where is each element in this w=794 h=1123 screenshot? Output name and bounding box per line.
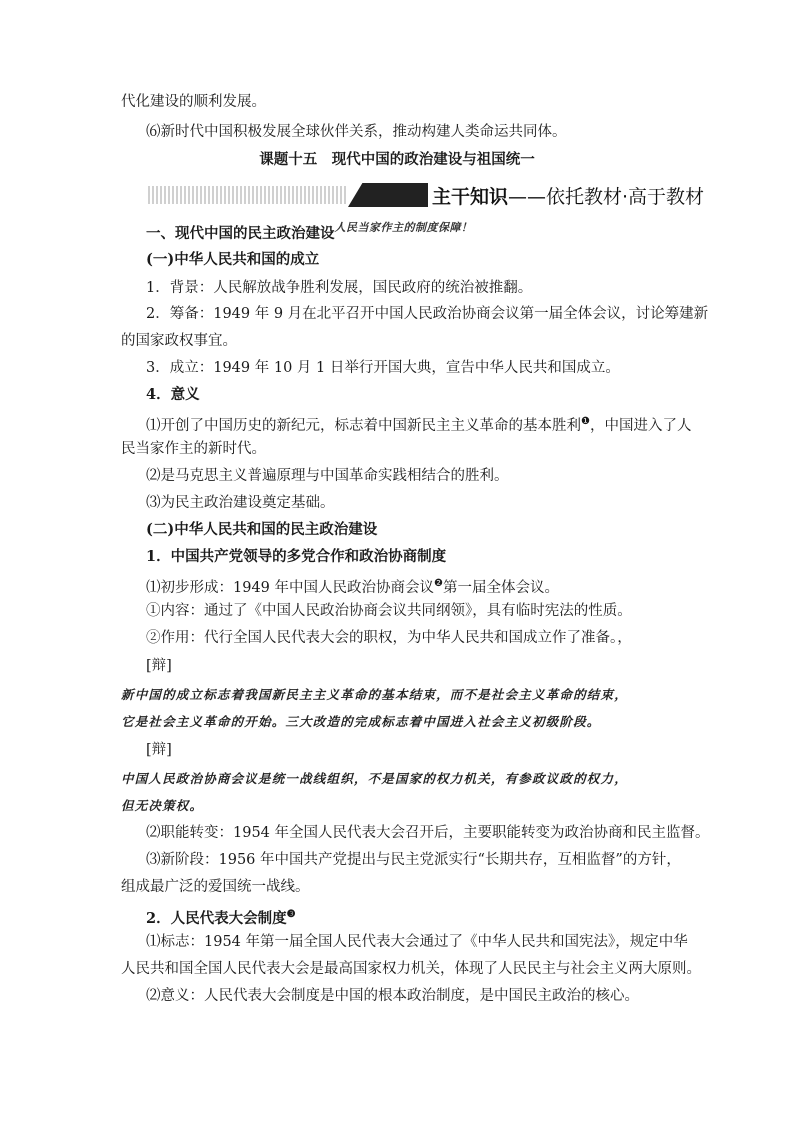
- text-line: ⑶新阶段：1956 年中国共产党提出与民主党派实行“长期共存，互相监督”的方针，: [146, 852, 681, 868]
- subsection-heading: (二)中华人民共和国的民主政治建设: [146, 521, 378, 538]
- handwritten-line: 新中国的成立标志着我国新民主主义革命的基本结束，而不是社会主义革命的结束，: [121, 687, 628, 702]
- text-line: [146, 412, 794, 436]
- text-span: 2．人民代表大会制度: [146, 909, 287, 927]
- note-marker: ❶: [581, 416, 590, 427]
- text-line: [146, 574, 794, 598]
- text-line: 代化建设的顺利发展。: [121, 94, 266, 110]
- note-marker: ❷: [434, 578, 443, 589]
- banner-subtitle: ——依托教材·高于教材: [508, 186, 705, 208]
- section-heading-text: 一、现代中国的民主政治建设: [146, 225, 335, 242]
- text-line: 组成最广泛的爱国统一战线。: [121, 879, 310, 895]
- lesson-title: 课题十五 现代中国的政治建设与祖国统一: [259, 151, 535, 168]
- text-line: ①内容：通过了《中国人民政治协商会议共同纲领》，具有临时宪法的性质。: [146, 603, 632, 619]
- section-banner: [148, 183, 705, 208]
- text-line: ⑹新时代中国积极发展全球伙伴关系，推动构建人类命运共同体。: [146, 124, 567, 140]
- text-line: 1．中国共产党领导的多党合作和政治协商制度: [146, 548, 447, 565]
- text-line: 1．背景：人民解放战争胜利发展，国民政府的统治被推翻。: [146, 280, 533, 296]
- text-span: ，中国进入了人: [589, 417, 692, 434]
- text-line: 人民共和国全国人民代表大会是最高国家权力机关，体现了人民民主与社会主义两大原则。: [121, 961, 701, 977]
- handwritten-line: 但无决策权。: [121, 798, 204, 813]
- note-label: [辩]: [146, 742, 172, 758]
- subsection-heading: (一)中华人民共和国的成立: [146, 251, 320, 268]
- handwritten-line: 中国人民政治协商会议是统一战线组织，不是国家的权力机关，有参政议政的权力，: [121, 771, 628, 786]
- text-line: 2．筹备：1949 年 9 月在北平召开中国人民政治协商会议第一届全体会议，讨论筹建新: [146, 306, 709, 322]
- text-line: 的国家政权事宜。: [121, 333, 237, 349]
- banner-stripe: [148, 186, 348, 204]
- text-span: ⑴初步形成：1949 年中国人民政治协商会议: [146, 579, 435, 596]
- note-label: [辩]: [146, 658, 172, 674]
- text-line: ⑵职能转变：1954 年全国人民代表大会召开后，主要职能转变为政治协商和民主监督。: [146, 825, 710, 841]
- text-line: 3．成立：1949 年 10 月 1 日举行开国大典，宣告中华人民共和国成立。: [146, 360, 620, 376]
- handwritten-note: 人民当家作主的制度保障！: [334, 221, 473, 234]
- text-line: ⑶为民主政治建设奠定基础。: [146, 495, 335, 511]
- note-marker: ❸: [286, 909, 296, 920]
- banner-bar: [348, 183, 428, 207]
- handwritten-line: 它是社会主义革命的开始。三大改造的完成标志着中国进入社会主义初级阶段。: [121, 714, 601, 729]
- text-span: 第一届全体会议。: [442, 579, 559, 596]
- text-line: ⑴标志：1954 年第一届全国人民代表大会通过了《中华人民共和国宪法》，规定中华: [146, 934, 688, 950]
- text-line: 民当家作主的新时代。: [121, 441, 266, 457]
- text-line: 4．意义: [146, 386, 200, 403]
- text-line: ②作用：代行全国人民代表大会的职权，为中华人民共和国成立作了准备。，: [146, 630, 632, 646]
- banner-heading: 主干知识: [432, 186, 509, 208]
- section-heading: [146, 221, 794, 245]
- banner-title: [432, 182, 704, 209]
- text-line: ⑵意义：人民代表大会制度是中国的根本政治制度，是中国民主政治的核心。: [146, 988, 639, 1004]
- text-line: [146, 905, 794, 929]
- text-span: ⑴开创了中国历史的新纪元，标志着中国新民主主义革命的基本胜利: [146, 417, 581, 434]
- text-line: ⑵是马克思主义普遍原理与中国革命实践相结合的胜利。: [146, 468, 509, 484]
